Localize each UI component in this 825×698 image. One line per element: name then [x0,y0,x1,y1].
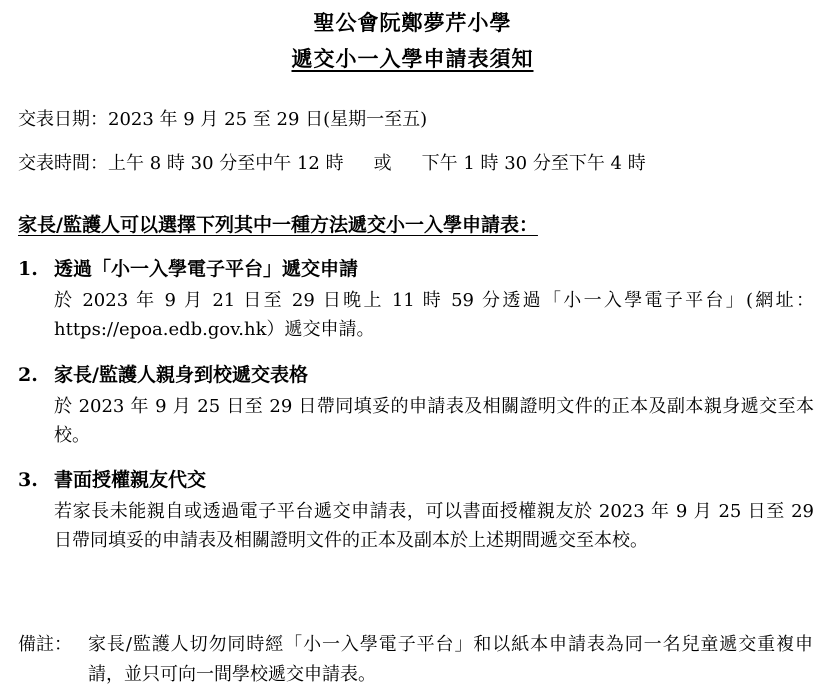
method-number: 1. [18,258,38,280]
remark-text: 家長/監護人切勿同時經「小一入學電子平台」和以紙本申請表為同一名兒童遞交重複申請，並只可向一間學校遞交申請表。 [88,634,813,685]
method-title: 透過「小一入學電子平台」遞交申請 [54,258,359,280]
methods-heading: 家長/監護人可以選擇下列其中一種方法遞交小一入學申請表： [18,214,538,236]
method-title: 書面授權親友代交 [54,469,207,491]
method-number: 2. [18,364,38,386]
morning-time-text: 交表時間：上午 8 時 30 分至中午 12 時 [18,153,344,174]
school-name: 聖公會阮鄭夢芹小學 [313,10,512,35]
remark-label: 備註： [18,634,72,655]
afternoon-time-text: 下午 1 時 30 分至下午 4 時 [421,153,646,174]
method-description: 於 2023 年 9 月 21 日至 29 日晚上 11 時 59 分透過「小一入學電子平台」(網址：https://epoa.edb.gov.hk）遞交申請。 [54,290,814,340]
document-title: 遞交小一入學申請表須知 [291,46,534,71]
submission-date-line: 交表日期：2023 年 9 月 25 至 29 日(星期一至五) [18,109,428,130]
method-title: 家長/監護人親身到校遞交表格 [54,364,308,386]
method-description: 若家長未能親自或透過電子平台遞交申請表，可以書面授權親友於 2023 年 9 月 25 日至 29 日帶同填妥的申請表及相關證明文件的正本及副本於上述期間遞交至本校。 [54,501,814,551]
method-description: 於 2023 年 9 月 25 日至 29 日帶同填妥的申請表及相關證明文件的正本及副本親身遞交至本校。 [54,396,814,446]
submission-time-line [18,152,646,176]
method-number: 3. [18,469,38,491]
or-text: 或 [373,153,392,174]
